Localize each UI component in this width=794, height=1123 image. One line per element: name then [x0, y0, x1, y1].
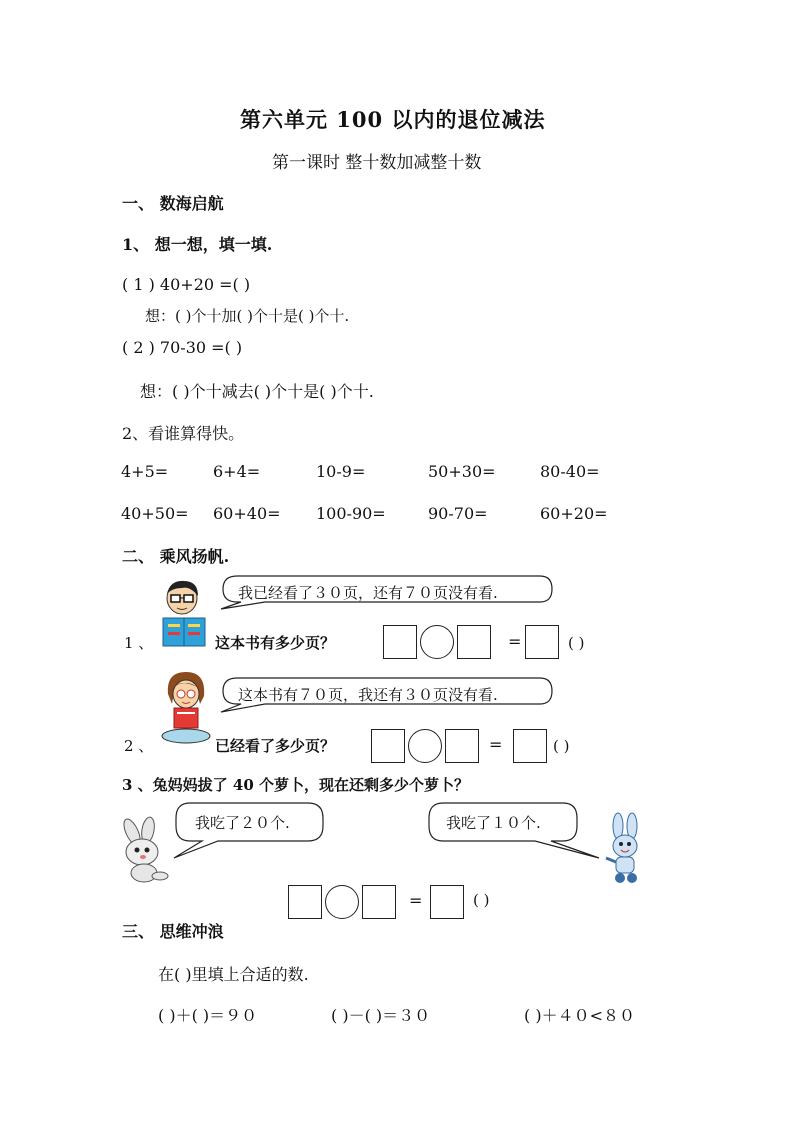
- s2-p2-question: 已经看了多少页？: [215, 737, 336, 755]
- result-box[interactable]: [430, 885, 464, 919]
- answer-box[interactable]: [457, 625, 491, 659]
- section1-heading: 一、 数海启航: [122, 194, 224, 213]
- result-box[interactable]: [525, 625, 559, 659]
- s2-p1-number: 1 、: [124, 634, 154, 652]
- section3-heading: 三、 思维冲浪: [122, 922, 224, 941]
- result-box[interactable]: [513, 729, 547, 763]
- calc-r2-c2: 60+40=: [213, 504, 281, 523]
- q1-part2-think: 想：( )个十减去( )个十是( )个十.: [140, 382, 374, 401]
- answer-box[interactable]: [362, 885, 396, 919]
- q1-part2-equation: ( 2 ) 70-30 =( ): [122, 338, 243, 357]
- bubble-2-text: 这本书有７０页，我还有３０页没有看.: [238, 686, 498, 704]
- fill-item-1[interactable]: ( )＋( )＝９０: [158, 1006, 258, 1025]
- equals-sign: =: [489, 735, 503, 754]
- q1-part1-think: 想：( )个十加( )个十是( )个十.: [145, 307, 350, 325]
- operator-circle[interactable]: [325, 885, 359, 919]
- answer-box[interactable]: [371, 729, 405, 763]
- s2-p2-number: 2 、: [124, 737, 154, 755]
- girl-reading-illustration: [160, 668, 214, 744]
- fill-item-2[interactable]: ( )－( )＝３０: [331, 1006, 431, 1025]
- q2-label: 2、看谁算得快。: [122, 424, 245, 443]
- bubble-1-text: 我已经看了３０页，还有７０页没有看.: [238, 584, 498, 602]
- answer-box[interactable]: [288, 885, 322, 919]
- fill-item-3[interactable]: ( )＋４０<８０: [524, 1006, 635, 1025]
- boy-reading-illustration: [160, 578, 210, 648]
- unit-blank[interactable]: ( ): [473, 891, 490, 909]
- calc-r2-c3: 100-90=: [316, 504, 386, 523]
- bubble-right-text: 我吃了１０个.: [446, 814, 541, 832]
- answer-box[interactable]: [445, 729, 479, 763]
- operator-circle[interactable]: [408, 729, 442, 763]
- page-subtitle: 第一课时 整十数加减整十数: [272, 153, 482, 173]
- calc-r1-c5: 80-40=: [540, 462, 600, 481]
- calc-r2-c5: 60+20=: [540, 504, 608, 523]
- calc-r1-c2: 6+4=: [213, 462, 261, 481]
- q1-label: 1、 想一想，填一填.: [122, 235, 273, 254]
- rabbit-right-illustration: [600, 812, 650, 884]
- calc-r2-c1: 40+50=: [121, 504, 189, 523]
- unit-blank[interactable]: ( ): [553, 737, 570, 755]
- page-title: 第六单元 100 以内的退位减法: [240, 107, 546, 132]
- calc-r1-c3: 10-9=: [316, 462, 366, 481]
- equals-sign: =: [409, 891, 423, 910]
- s2-p3-question: 3 、兔妈妈拔了 40 个萝卜，现在还剩多少个萝卜？: [122, 776, 469, 794]
- calc-r1-c1: 4+5=: [121, 462, 169, 481]
- bubble-left-text: 我吃了２０个.: [195, 814, 290, 832]
- q1-part1-equation: ( 1 ) 40+20 =( ): [122, 275, 251, 294]
- operator-circle[interactable]: [420, 625, 454, 659]
- calc-r2-c4: 90-70=: [428, 504, 488, 523]
- section2-heading: 二、 乘风扬帆.: [122, 547, 230, 566]
- calc-r1-c4: 50+30=: [428, 462, 496, 481]
- answer-box[interactable]: [383, 625, 417, 659]
- equals-sign: =: [508, 632, 522, 651]
- section3-instruction: 在( )里填上合适的数.: [158, 965, 309, 984]
- s2-p1-question: 这本书有多少页？: [215, 634, 336, 652]
- unit-blank[interactable]: ( ): [568, 634, 585, 652]
